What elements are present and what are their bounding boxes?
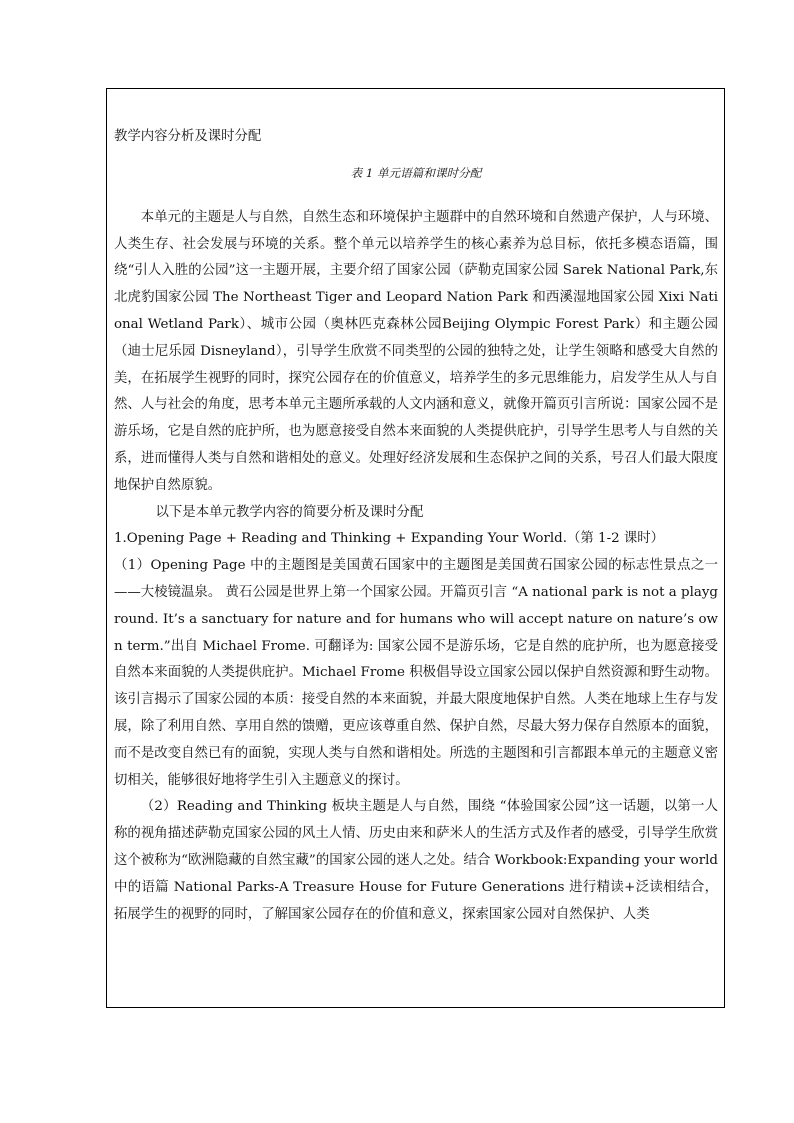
item1-title: 1.Opening Page + Reading and Thinking + Expanding Your World.（第 1-2 课时） xyxy=(114,531,665,547)
document-body xyxy=(114,124,718,928)
table-caption: 表 1 单元语篇和课时分配 xyxy=(350,165,482,180)
section-heading: 教学内容分析及课时分配 xyxy=(114,129,262,144)
intro-paragraph: 本单元的主题是人与自然，自然生态和环境保护主题群中的自然环境和自然遗产保护，人与环境、人类生存、社会发展与环境的关系。整个单元以培养学生的核心素养为总目标，依托多模态语篇，围绕“引人入胜的公园”这一主题开展，主要介绍了国家公园（萨勒克国家公园 Sarek National Park,东北虎豹国家公园 The Northeast Tiger and Leopard Nation Park 和西溪湿地国家公园 Xixi National Wetland Park）、城市公园（奥林匹克森林公园Beijing Olympic Forest Park）和主题公园（迪士尼乐园 Disneyland），引导学生欣赏不同类型的公园的独特之处，让学生领略和感受大自然的美，在拓展学生视野的同时，探究公园存在的价值意义，培养学生的多元思维能力，启发学生从人与自然、人与社会的角度，思考本单元主题所承载的人文内涵和意义，就像开篇页引言所说：国家公园不是游乐场，它是自然的庇护所，也为愿意接受自然本来面貌的人类提供庇护，引导学生思考人与自然的关系，进而懂得人类与自然和谐相处的意义。处理好经济发展和生态保护之间的关系，号召人们最大限度地保护自然原貌。 xyxy=(114,209,718,493)
item1-paragraph-2: （2）Reading and Thinking 板块主题是人与自然，围绕 “体验国家公园”这一话题，以第一人称的视角描述萨勒克国家公园的风土人情、历史由来和萨米人的生活方式及作者的感受，引导学生欣赏这个被称为“欧洲隐藏的自然宝藏”的国家公园的迷人之处。结合 Workbook:Expanding your world 中的语篇 National Parks-A Treasure House for Future Generations 进行精读+泛读相结合，拓展学生的视野的同时，了解国家公园存在的价值和意义，探索国家公园对自然保护、人类 xyxy=(114,799,718,922)
summary-line: 以下是本单元教学内容的简要分析及课时分配 xyxy=(155,504,424,520)
item1-paragraph-1: （1）Opening Page 中的主题图是美国黄石国家中的主题图是美国黄石国家公园的标志性景点之一——大棱镜温泉。 黄石公园是世界上第一个国家公园。开篇页引言 “A national park is not a playground. It’s a sanctuary for nature and for humans who will accept nature on nature’s own term.”出自 Michael Frome. 可翻译为: 国家公园不是游乐场，它是自然的庇护所，也为愿意接受自然本来面貌的人类提供庇护。Michael Frome 积极倡导设立国家公园以保护自然资源和野生动物。该引言揭示了国家公园的本质：接受自然的本来面貌，并最大限度地保护自然。人类在地球上生存与发展，除了利用自然、享用自然的馈赠，更应该尊重自然、保护自然，尽最大努力保存自然原本的面貌，而不是改变自然已有的面貌，实现人类与自然和谐相处。所选的主题图和引言都跟本单元的主题意义密切相关，能够很好地将学生引入主题意义的探讨。 xyxy=(114,558,718,788)
